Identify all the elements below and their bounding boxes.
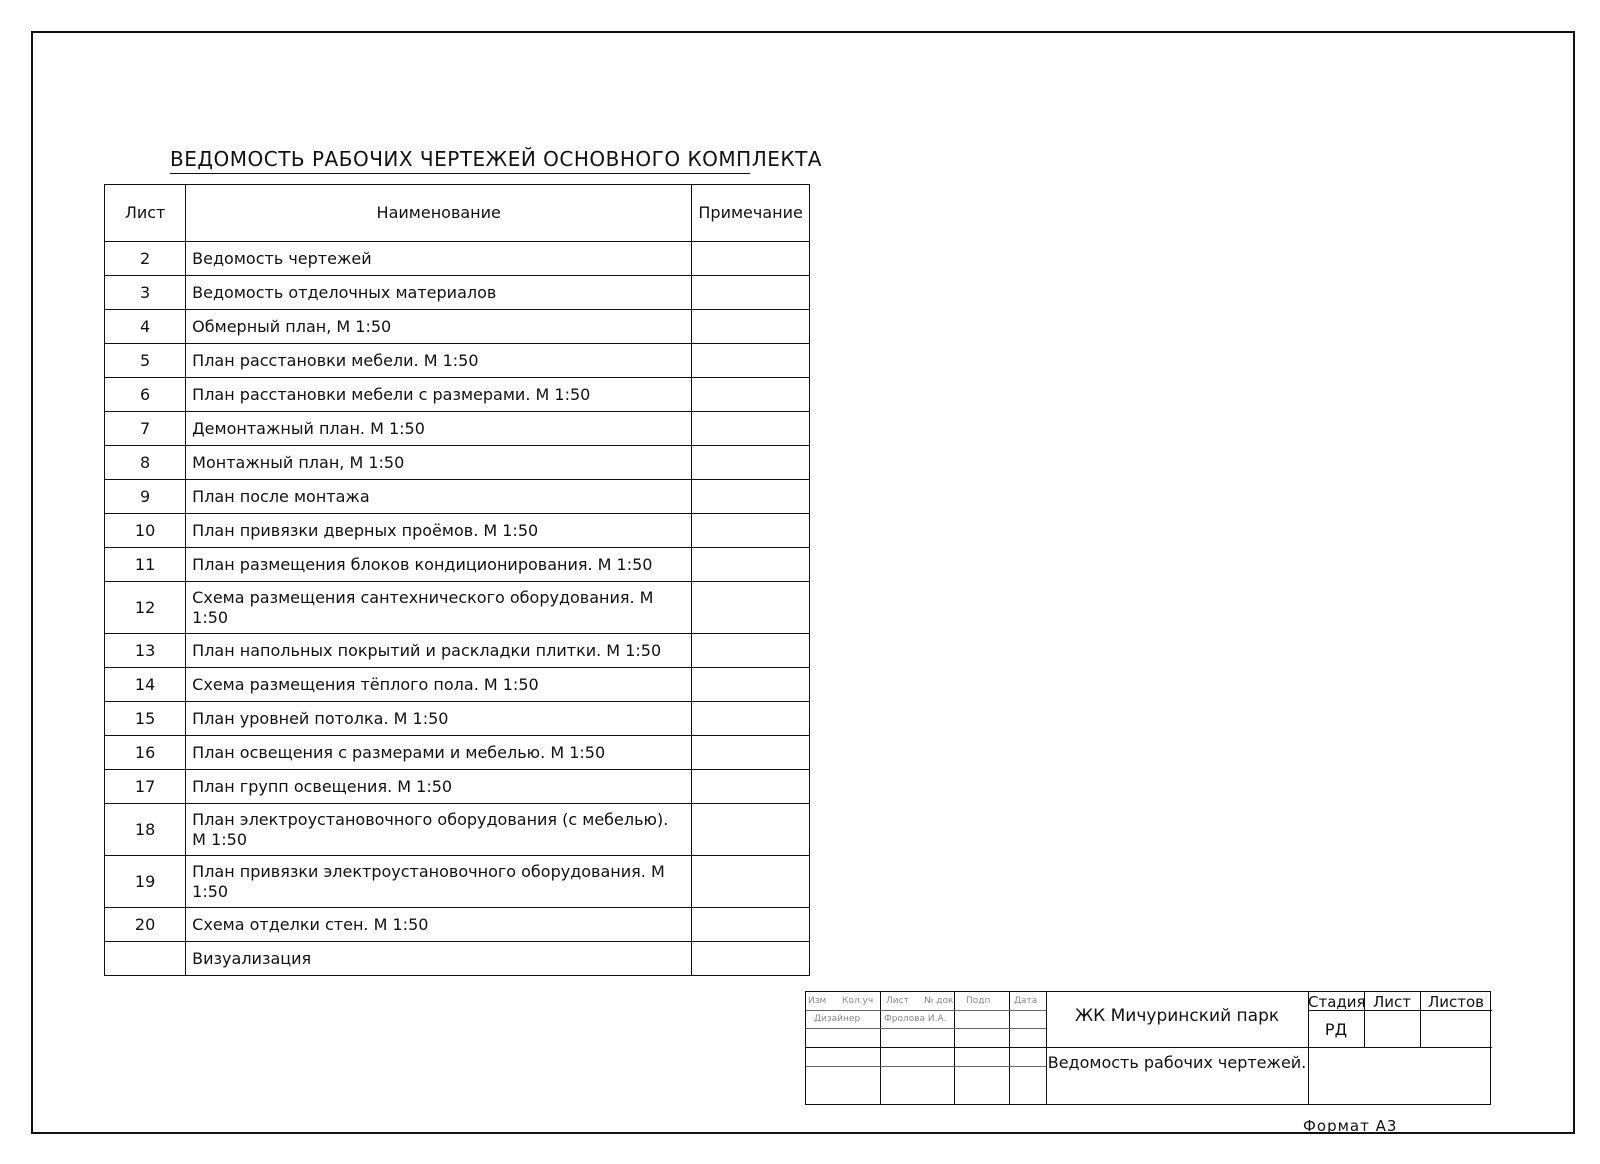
stamp-ndok: № док [924, 996, 954, 1006]
stamp-podp: Подп [966, 996, 991, 1006]
table-row [105, 242, 810, 276]
table-header-row [105, 185, 810, 242]
cell-sheet: 17 [105, 770, 186, 804]
stamp-kol: Кол.уч [842, 996, 874, 1006]
table-row [105, 668, 810, 702]
cell-note [692, 242, 810, 276]
cell-sheet: 10 [105, 514, 186, 548]
cell-sheet: 16 [105, 736, 186, 770]
drawings-table [104, 184, 810, 976]
cell-name: План расстановки мебели. М 1:50 [186, 344, 692, 378]
table-row [105, 548, 810, 582]
cell-name: Ведомость отделочных материалов [186, 276, 692, 310]
table-row [105, 412, 810, 446]
cell-name: Схема размещения сантехнического оборудования. М 1:50 [186, 582, 692, 634]
cell-sheet: 18 [105, 804, 186, 856]
table-row [105, 942, 810, 976]
stamp-list: Лист [886, 996, 909, 1006]
cell-name: План групп освещения. М 1:50 [186, 770, 692, 804]
cell-note [692, 804, 810, 856]
cell-note [692, 480, 810, 514]
stage-value: РД [1324, 1020, 1348, 1039]
cell-sheet: 5 [105, 344, 186, 378]
document-name: Ведомость рабочих чертежей. [1047, 1053, 1307, 1072]
cell-note [692, 412, 810, 446]
stamp-data: Дата [1014, 996, 1038, 1006]
cell-note [692, 582, 810, 634]
cell-name: Ведомость чертежей [186, 242, 692, 276]
table-row [105, 344, 810, 378]
cell-sheet: 13 [105, 634, 186, 668]
cell-note [692, 446, 810, 480]
cell-name: План размещения блоков кондиционирования. М 1:50 [186, 548, 692, 582]
cell-note [692, 344, 810, 378]
stamp-izm: Изм [808, 996, 827, 1006]
cell-name: Обмерный план, М 1:50 [186, 310, 692, 344]
table-row [105, 514, 810, 548]
cell-sheet: 12 [105, 582, 186, 634]
cell-sheet: 6 [105, 378, 186, 412]
cell-name: Монтажный план, М 1:50 [186, 446, 692, 480]
cell-note [692, 310, 810, 344]
page-title: ВЕДОМОСТЬ РАБОЧИХ ЧЕРТЕЖЕЙ ОСНОВНОГО КОМПЛЕКТА [170, 147, 750, 174]
cell-name: План привязки электроустановочного оборудования. М 1:50 [186, 856, 692, 908]
sheets-label: Листов [1427, 993, 1485, 1011]
table-row [105, 480, 810, 514]
cell-sheet [105, 942, 186, 976]
format-label: Формат А3 [1303, 1117, 1398, 1135]
title-block [805, 991, 1491, 1105]
cell-sheet: 11 [105, 548, 186, 582]
cell-note [692, 548, 810, 582]
cell-note [692, 736, 810, 770]
table-row [105, 378, 810, 412]
cell-note [692, 634, 810, 668]
cell-name: Схема размещения тёплого пола. М 1:50 [186, 668, 692, 702]
cell-name: План уровней потолка. М 1:50 [186, 702, 692, 736]
cell-sheet: 15 [105, 702, 186, 736]
table-row [105, 908, 810, 942]
cell-sheet: 20 [105, 908, 186, 942]
cell-sheet: 14 [105, 668, 186, 702]
sheet-label: Лист [1372, 993, 1411, 1011]
cell-sheet: 3 [105, 276, 186, 310]
cell-note [692, 514, 810, 548]
header-name: Наименование [186, 185, 692, 242]
table-row [105, 856, 810, 908]
cell-name: План привязки дверных проёмов. М 1:50 [186, 514, 692, 548]
cell-name: План напольных покрытий и раскладки плитки. М 1:50 [186, 634, 692, 668]
cell-sheet: 9 [105, 480, 186, 514]
table-row [105, 582, 810, 634]
cell-name: Схема отделки стен. М 1:50 [186, 908, 692, 942]
table-row [105, 702, 810, 736]
stamp-role: Дизайнер [814, 1014, 861, 1024]
cell-name: План освещения с размерами и мебелью. М 1:50 [186, 736, 692, 770]
cell-note [692, 378, 810, 412]
cell-sheet: 8 [105, 446, 186, 480]
cell-note [692, 276, 810, 310]
cell-sheet: 4 [105, 310, 186, 344]
table-row [105, 770, 810, 804]
cell-sheet: 7 [105, 412, 186, 446]
cell-note [692, 942, 810, 976]
cell-note [692, 908, 810, 942]
cell-note [692, 668, 810, 702]
cell-note [692, 856, 810, 908]
header-note: Примечание [692, 185, 810, 242]
table-row [105, 310, 810, 344]
header-sheet: Лист [105, 185, 186, 242]
cell-name: Демонтажный план. М 1:50 [186, 412, 692, 446]
cell-name: План расстановки мебели с размерами. М 1:50 [186, 378, 692, 412]
cell-name: План после монтажа [186, 480, 692, 514]
cell-note [692, 770, 810, 804]
cell-note [692, 702, 810, 736]
table-row [105, 634, 810, 668]
stage-label: Стадия [1308, 993, 1366, 1011]
cell-sheet: 2 [105, 242, 186, 276]
table-row [105, 446, 810, 480]
project-name: ЖК Мичуринский парк [1074, 1006, 1280, 1026]
cell-name: Визуализация [186, 942, 692, 976]
table-row [105, 276, 810, 310]
table-row [105, 736, 810, 770]
cell-name: План электроустановочного оборудования (с мебелью). М 1:50 [186, 804, 692, 856]
cell-sheet: 19 [105, 856, 186, 908]
stamp-person: Фролова И.А. [884, 1014, 947, 1024]
table-row [105, 804, 810, 856]
